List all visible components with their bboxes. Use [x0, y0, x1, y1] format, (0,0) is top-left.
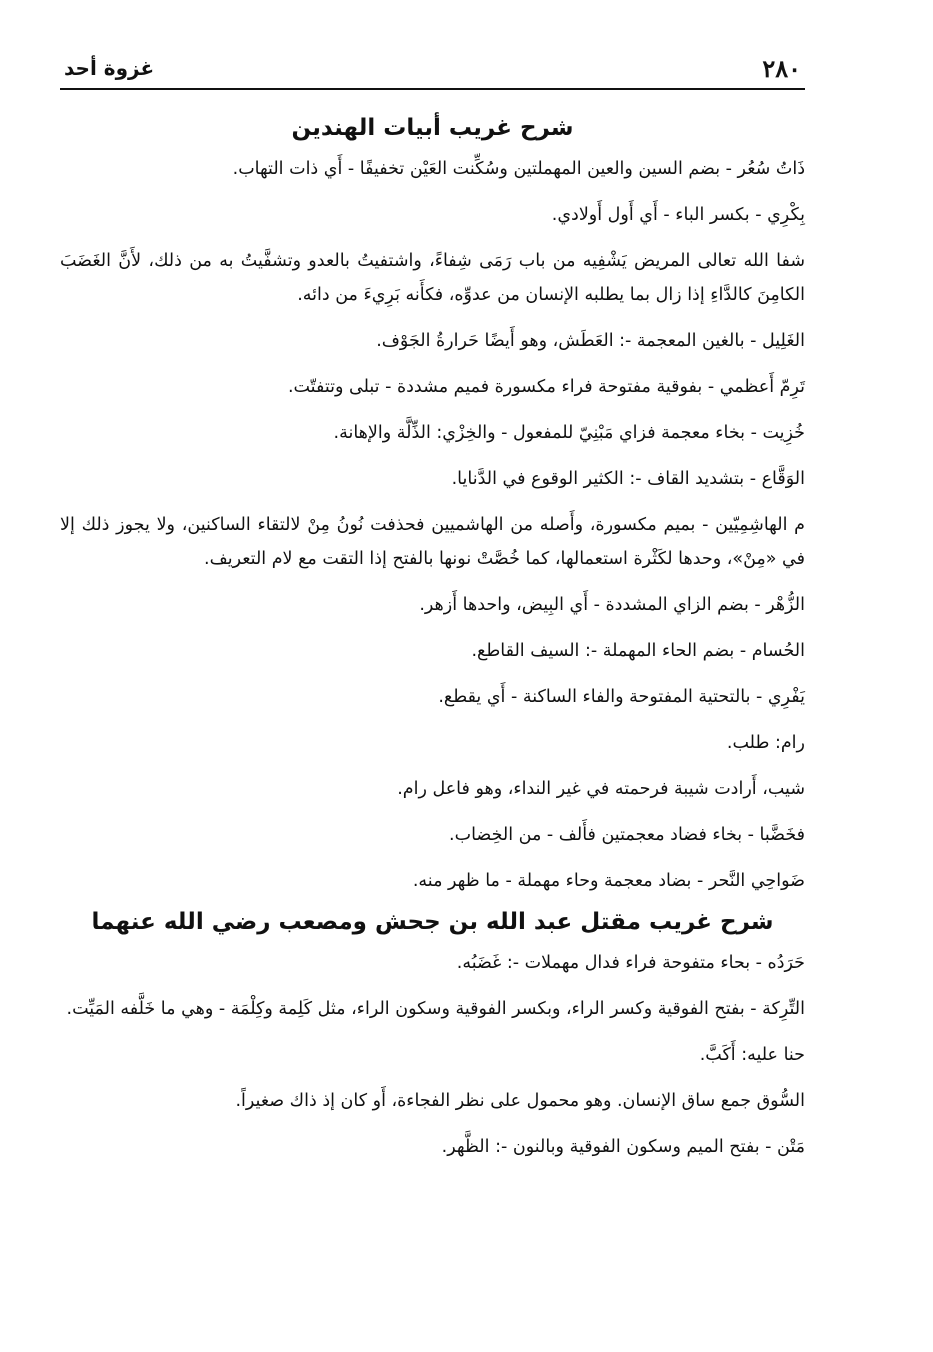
glossary-entry: السُّوق جمع ساق الإنسان. وهو محمول على نظر الفجاءة، أَو كان إذ ذاك صغيراً.: [235, 1091, 805, 1111]
glossary-entry: رام: طلب.: [726, 733, 805, 753]
glossary-entry: الزُّهْر - بضم الزاي المشددة - أَي البِيض، واحدها أَزهر.: [419, 595, 805, 615]
glossary-entry: حَرَدُه - بحاء متفوحة فراء فدال مهملات -: غَضَبُه.: [456, 953, 805, 973]
glossary-entry: الحُسام - بضم الحاء المهملة -: السيف القاطع.: [471, 641, 805, 661]
glossary-entry: ذَاتُ سُعُر - بضم السين والعين المهملتين وسُكِّنت العَيْن تخفيفًا - أَي ذات التهاب.: [232, 159, 805, 179]
glossary-entry: فخَضَّبا - بخاء فضاد معجمتين فأَلف - من الخِضاب.: [449, 825, 805, 845]
glossary-entry: التِّرِكة - بفتح الفوقية وكسر الراء، وبكسر الفوقية وسكون الراء، مثل كَلِمة وكِلْمَة - وهي ما خَلَّفه المَيِّت.: [66, 999, 805, 1019]
document-page: [60, 48, 805, 1328]
page-number: ٢٨٠: [762, 54, 801, 83]
book-title: غزوة أحد: [64, 56, 155, 80]
glossary-entry: الغَلِيل - بالغين المعجمة -: العَطَش، وهو أَيضًا حَرارةُ الجَوْف.: [376, 331, 805, 351]
glossary-entry: م الهاشِمِيّين - بميم مكسورة، وأَصله من الهاشميين فحذفت نُونُ مِنْ لالتقاء الساكنين، ولا يجوز ذلك إلا في «مِنْ»، وحدها لكَثْرة استعمالها، كما خُصَّتْ نونها بالفتح إذا التقت مع لام التعريف.: [60, 515, 805, 569]
glossary-entry: الوَقَّاع - بتشديد القاف -: الكثير الوقوع في الدَّنايا.: [451, 469, 805, 489]
glossary-entry: ضَواحِي النَّحر - بضاد معجمة وحاء مهملة - ما ظهر منه.: [412, 871, 805, 891]
glossary-entry: شيب، أَرادت شيبة فرحمته في غير النداء، وهو فاعل رام.: [397, 779, 805, 799]
glossary-entry: مَتْن - بفتح الميم وسكون الفوقية وبالنون -: الظَّهر.: [441, 1137, 805, 1157]
section-title: شرح غريب أبيات الهندين: [291, 115, 574, 141]
section-title: شرح غريب مقتل عبد الله بن جحش ومصعب رضي الله عنهما: [91, 909, 774, 935]
glossary-entry: خُزِيت - بخاء معجمة فزاي مَبْنِيّ للمفعول - والخِزْي: الذِّلَّة والإهانة.: [333, 423, 805, 443]
glossary-entry: بِكْرِي - بكسر الباء - أَي أَول أَولادي.: [551, 205, 805, 225]
running-header: [60, 48, 805, 90]
glossary-entry: حنا عليه: أَكَبَّ.: [699, 1045, 805, 1065]
glossary-entry: شفا الله تعالى المريض يَشْفِيه من باب رَمَى شِفاءً، واشتفيتُ بالعدو وتشفَّيتُ به من ذلك، لأَنَّ الغَضَبَ الكامِنَ كالدَّاءِ إذا زال بما يطلبه الإنسان من عدوِّه، فكأَنه بَرِيءَ من دائه.: [60, 251, 805, 305]
glossary-entry: يَفْرِي - بالتحتية المفتوحة والفاء الساكنة - أَي يقطع.: [438, 687, 805, 707]
glossary-entry: تَرِمّ أَعظمي - بفوقية مفتوحة فراء مكسورة فميم مشددة - تبلى وتتفتّت.: [287, 377, 805, 397]
